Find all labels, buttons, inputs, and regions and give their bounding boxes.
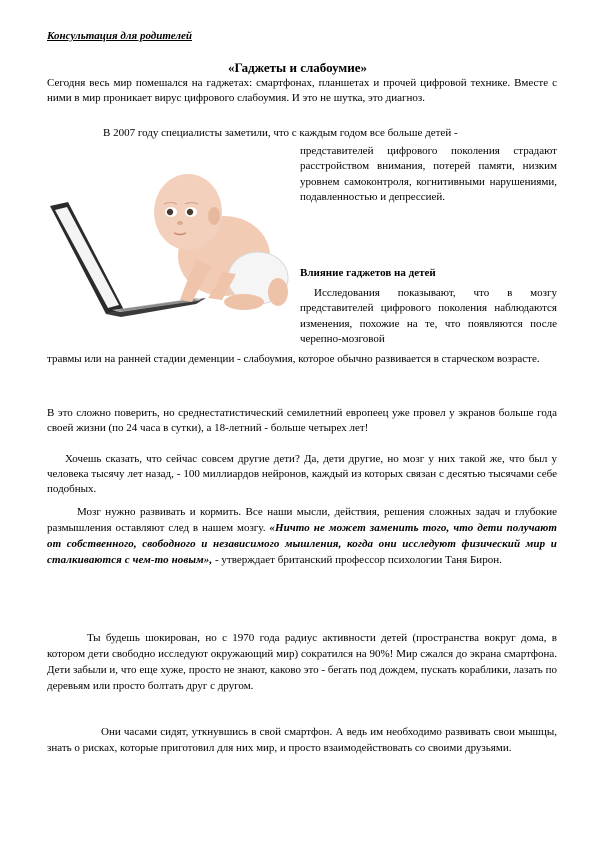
paragraph-6 <box>47 504 557 568</box>
intro-paragraph: Сегодня весь мир помешался на гаджетах: смартфонах, планшетах и прочей цифровой технике. Вместе с ними в мир проникает вирус цифрового слабоумия. И это не шутка, это диагноз. <box>47 77 557 104</box>
paragraph-8: Они часами сидят, уткнувшись в свой смартфон. А ведь им необходимо развивать свои мышцы, знать о рисках, которые приготовил для них мир, и просто взаимодействовать со своими друзьями. <box>47 726 557 754</box>
paragraph-2-first-line: В 2007 году специалисты заметили, что с каждым годом все больше детей - <box>103 127 458 139</box>
paragraph-7: Ты будешь шокирован, но с 1970 года радиус активности детей (пространства вокруг дома, в котором дети свободно исследуют окружающий мир) сократился на 90%! Мир сжался до экрана смартфона. Дети забыли и, что еще хуже, просто не знают, каково это - бегать под дождем, пускать кораблики, лазать по деревьям или просто болтать друг с другом. <box>47 632 557 692</box>
paragraph-4: В это сложно поверить, но среднестатистический семилетний европеец уже провел у экранов больше года своей жизни (по 24 часа в сутки), а 18-летний - больше четырех лет! <box>47 407 557 434</box>
consultation-header: Консультация для родителей <box>47 30 193 42</box>
paragraph-3-part-1: Исследования показывают, что в мозгу представителей цифрового поколения наблюдаются изменения, похожие на те, что появляются после черепно-мозговой <box>300 287 557 346</box>
paragraph-5: Хочешь сказать, что сейчас совсем другие дети? Да, дети другие, но мозг у них такой же, что был у человека тысячу лет назад, - 100 миллиардов нейронов, каждый из которых связан с десятью тысячами себе подобных. <box>47 453 557 495</box>
baby-laptop-image <box>46 160 296 325</box>
paragraph-2-rest: представителей цифрового поколения страдают расстройством внимания, потерей памяти, низким уровнем самоконтроля, когнитивными нарушениями, подавленностью и депрессией. <box>300 145 557 204</box>
paragraph-6-quote: «Ничто не может заменить того, что дети получают от собственного, свободного и независимого мышления, когда они исследуют физический мир и сталкиваются с чем-то новым», <box>47 522 557 566</box>
paragraph-6-end: - утверждает британский профессор психологии Таня Бирон. <box>214 554 502 566</box>
paragraph-3-part-2: травмы или на ранней стадии деменции - слабоумия, которое обычно развивается в старческом возрасте. <box>47 353 540 365</box>
article-title: «Гаджеты и слабоумие» <box>227 60 368 75</box>
section-subtitle: Влияние гаджетов на детей <box>300 267 436 279</box>
paragraph-6-start: Мозг нужно развивать и кормить. Все наши мысли, действия, решения сложных задач и глубокие размышления оставляют след в нашем мозгу. <box>47 506 557 534</box>
